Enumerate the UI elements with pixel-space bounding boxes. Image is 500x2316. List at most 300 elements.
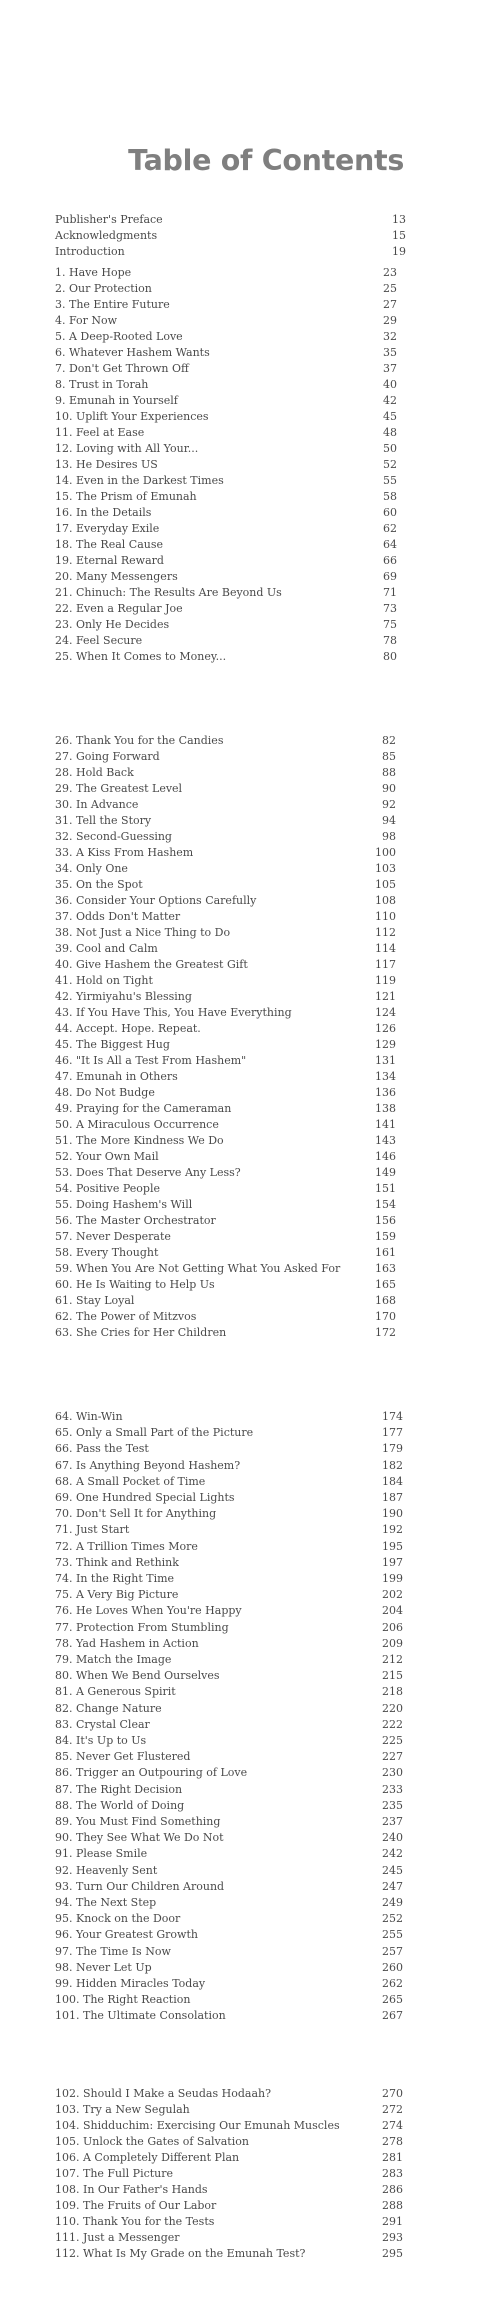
toc-entry-page: 182 bbox=[382, 1458, 403, 1472]
toc-entry-page: 281 bbox=[382, 2151, 403, 2164]
toc-entry bbox=[0, 1506, 500, 1522]
toc-entry-page: 15 bbox=[392, 229, 406, 242]
toc-entry-page: 195 bbox=[382, 1539, 403, 1553]
toc-entry-page: 227 bbox=[382, 1750, 403, 1764]
toc-entry-page: 90 bbox=[382, 782, 396, 795]
toc-entry-page: 249 bbox=[382, 1896, 403, 1909]
toc-entry-page: 58 bbox=[383, 490, 397, 503]
toc-entry bbox=[0, 1021, 500, 1037]
toc-entry-page: 252 bbox=[382, 1912, 403, 1926]
toc-entry-page: 295 bbox=[382, 2247, 403, 2260]
toc-entry-title: 56. The Master Orchestrator bbox=[55, 1214, 216, 1227]
toc-entry-page: 19 bbox=[392, 245, 406, 258]
toc-entry bbox=[0, 1293, 500, 1309]
toc-entry-page: 170 bbox=[375, 1310, 396, 1323]
toc-entry-title: 46. "It Is All a Test From Hashem" bbox=[55, 1054, 247, 1067]
toc-entry bbox=[0, 1539, 500, 1555]
toc-entry bbox=[0, 2214, 500, 2230]
toc-entry-page: 62 bbox=[383, 522, 397, 535]
toc-entry-title: 19. Eternal Reward bbox=[55, 554, 164, 567]
toc-entry bbox=[0, 1325, 500, 1341]
toc-entry-page: 240 bbox=[382, 1831, 403, 1845]
toc-entry bbox=[0, 861, 500, 877]
toc-entry-title: 107. The Full Picture bbox=[55, 2167, 174, 2180]
toc-entry-page: 88 bbox=[382, 766, 396, 779]
toc-entry bbox=[0, 845, 500, 861]
toc-entry-title: 51. The More Kindness We Do bbox=[55, 1134, 224, 1147]
toc-entry bbox=[0, 1213, 500, 1229]
toc-entry-title: 86. Trigger an Outpouring of Love bbox=[55, 1766, 248, 1780]
toc-entry-page: 129 bbox=[375, 1038, 396, 1051]
toc-entry-title: 82. Change Nature bbox=[55, 1701, 162, 1715]
toc-entry-page: 94 bbox=[382, 814, 396, 827]
toc-entry-page: 245 bbox=[382, 1863, 403, 1877]
toc-entry bbox=[0, 1830, 500, 1846]
toc-entry-title: 24. Feel Secure bbox=[55, 634, 143, 647]
toc-entry bbox=[0, 733, 500, 749]
toc-entry-page: 124 bbox=[375, 1006, 396, 1019]
toc-entry-title: 6. Whatever Hashem Wants bbox=[55, 346, 210, 359]
toc-entry bbox=[0, 212, 500, 228]
toc-entry-title: 95. Knock on the Door bbox=[55, 1912, 181, 1926]
toc-entry bbox=[0, 569, 500, 585]
toc-entry bbox=[0, 649, 500, 665]
toc-entry-page: 151 bbox=[375, 1182, 396, 1195]
toc-entry bbox=[0, 829, 500, 845]
toc-entry-page: 206 bbox=[382, 1620, 403, 1634]
toc-entry-page: 35 bbox=[383, 346, 397, 359]
toc-entry-title: 96. Your Greatest Growth bbox=[55, 1928, 198, 1942]
toc-entry bbox=[0, 1749, 500, 1765]
toc-entry-page: 55 bbox=[383, 474, 397, 487]
toc-entry bbox=[0, 228, 500, 244]
toc-entry-title: 74. In the Right Time bbox=[55, 1572, 175, 1585]
toc-entry-page: 143 bbox=[375, 1134, 396, 1147]
toc-entry-title: 25. When It Comes to Money... bbox=[55, 650, 227, 663]
toc-entry-title: 76. He Loves When You're Happy bbox=[55, 1604, 242, 1618]
toc-entry-title: 91. Please Smile bbox=[55, 1847, 148, 1861]
toc-entry-title: 21. Chinuch: The Results Are Beyond Us bbox=[55, 586, 282, 599]
toc-entry-page: 242 bbox=[382, 1847, 403, 1861]
toc-entry-title: 38. Not Just a Nice Thing to Do bbox=[55, 926, 231, 939]
toc-entry-title: 8. Trust in Torah bbox=[55, 378, 149, 391]
toc-entry-page: 112 bbox=[375, 926, 396, 939]
toc-entry-page: 105 bbox=[375, 878, 396, 891]
toc-entry bbox=[0, 265, 500, 281]
toc-entry-page: 288 bbox=[382, 2199, 403, 2212]
toc-entry-title: 71. Just Start bbox=[55, 1523, 130, 1537]
toc-entry bbox=[0, 244, 500, 260]
toc-entry-page: 92 bbox=[382, 798, 396, 811]
toc-entry-page: 293 bbox=[382, 2231, 403, 2244]
toc-entry bbox=[0, 633, 500, 649]
toc-entry-page: 255 bbox=[382, 1928, 403, 1942]
toc-entry bbox=[0, 329, 500, 345]
toc-entry-title: 3. The Entire Future bbox=[55, 298, 170, 311]
toc-entry-title: 53. Does That Deserve Any Less? bbox=[55, 1166, 241, 1179]
toc-entry bbox=[0, 537, 500, 553]
toc-entry bbox=[0, 601, 500, 617]
toc-entry-page: 177 bbox=[382, 1426, 403, 1440]
toc-entry bbox=[0, 473, 500, 489]
toc-entry-title: 13. He Desires US bbox=[55, 458, 158, 471]
toc-entry-title: 94. The Next Step bbox=[55, 1896, 157, 1909]
toc-entry-title: 54. Positive People bbox=[55, 1182, 160, 1195]
toc-entry bbox=[0, 313, 500, 329]
toc-entry-page: 138 bbox=[375, 1102, 396, 1115]
toc-entry-page: 103 bbox=[375, 862, 396, 875]
toc-entry-page: 190 bbox=[382, 1507, 403, 1521]
toc-entry bbox=[0, 1733, 500, 1749]
toc-entry-page: 29 bbox=[383, 314, 397, 327]
toc-entry-title: 14. Even in the Darkest Times bbox=[55, 474, 224, 487]
toc-entry-page: 286 bbox=[382, 2183, 403, 2196]
toc-entry bbox=[0, 1474, 500, 1490]
toc-entry bbox=[0, 425, 500, 441]
toc-entry bbox=[0, 1717, 500, 1733]
toc-entry-title: 37. Odds Don't Matter bbox=[55, 910, 181, 923]
toc-entry-page: 220 bbox=[382, 1701, 403, 1715]
toc-entry-page: 172 bbox=[375, 1326, 396, 1339]
toc-entry bbox=[0, 1701, 500, 1717]
toc-entry-page: 204 bbox=[382, 1604, 403, 1618]
toc-entry bbox=[0, 441, 500, 457]
toc-entry bbox=[0, 585, 500, 601]
toc-entry-page: 60 bbox=[383, 506, 397, 519]
toc-entry bbox=[0, 1229, 500, 1245]
toc-entry-title: 1. Have Hope bbox=[55, 266, 132, 279]
toc-entry bbox=[0, 1992, 500, 2008]
toc-entry-title: 39. Cool and Calm bbox=[55, 942, 158, 955]
toc-entry bbox=[0, 973, 500, 989]
toc-entry-page: 73 bbox=[383, 602, 397, 615]
toc-entry bbox=[0, 1245, 500, 1261]
toc-entry-title: 88. The World of Doing bbox=[55, 1798, 185, 1812]
toc-entry-title: 87. The Right Decision bbox=[55, 1782, 183, 1796]
toc-entry bbox=[0, 2008, 500, 2024]
toc-entry-title: 47. Emunah in Others bbox=[55, 1070, 178, 1083]
toc-entry-title: 4. For Now bbox=[55, 314, 118, 327]
toc-entry bbox=[0, 1668, 500, 1684]
toc-entry-page: 270 bbox=[382, 2087, 403, 2100]
toc-entry-page: 13 bbox=[392, 213, 406, 226]
toc-entry-title: 40. Give Hashem the Greatest Gift bbox=[55, 958, 248, 971]
toc-entry-title: 112. What Is My Grade on the Emunah Test? bbox=[55, 2247, 306, 2260]
toc-entry-page: 168 bbox=[375, 1294, 396, 1307]
toc-entry-page: 50 bbox=[383, 442, 397, 455]
toc-entry-title: 101. The Ultimate Consolation bbox=[55, 2009, 226, 2023]
toc-entry-title: 62. The Power of Mitzvos bbox=[55, 1310, 197, 1323]
toc-entry-page: 184 bbox=[382, 1474, 403, 1488]
toc-entry bbox=[0, 909, 500, 925]
toc-entry bbox=[0, 1409, 500, 1425]
toc-entry-title: 111. Just a Messenger bbox=[55, 2231, 180, 2244]
toc-entry bbox=[0, 1976, 500, 1992]
toc-entry-title: 59. When You Are Not Getting What You Asked For bbox=[55, 1262, 341, 1275]
toc-entry-title: 50. A Miraculous Occurrence bbox=[55, 1118, 219, 1131]
toc-entry-page: 260 bbox=[382, 1960, 403, 1974]
toc-entry bbox=[0, 521, 500, 537]
toc-entry-page: 98 bbox=[382, 830, 396, 843]
toc-entry-page: 267 bbox=[382, 2009, 403, 2023]
toc-entry-title: 79. Match the Image bbox=[55, 1653, 172, 1666]
toc-entry-page: 237 bbox=[382, 1815, 403, 1828]
toc-entry-page: 71 bbox=[383, 586, 397, 599]
toc-entry bbox=[0, 925, 500, 941]
toc-entry-page: 82 bbox=[382, 734, 396, 747]
toc-entry-title: 18. The Real Cause bbox=[55, 538, 163, 551]
toc-entry bbox=[0, 393, 500, 409]
toc-entry-title: 78. Yad Hashem in Action bbox=[55, 1636, 199, 1650]
toc-entry bbox=[0, 409, 500, 425]
toc-entry-title: 97. The Time Is Now bbox=[55, 1944, 171, 1958]
toc-entry bbox=[0, 1133, 500, 1149]
toc-entry bbox=[0, 2134, 500, 2150]
toc-entry bbox=[0, 281, 500, 297]
toc-entry bbox=[0, 1927, 500, 1943]
toc-entry-page: 69 bbox=[383, 570, 397, 583]
toc-entry-title: 49. Praying for the Cameraman bbox=[55, 1102, 232, 1115]
toc-entry-page: 165 bbox=[375, 1278, 396, 1291]
toc-entry bbox=[0, 957, 500, 973]
toc-entry-page: 163 bbox=[375, 1262, 396, 1275]
toc-entry bbox=[0, 1620, 500, 1636]
toc-entry-title: 35. On the Spot bbox=[55, 878, 143, 891]
toc-entry-page: 222 bbox=[382, 1717, 403, 1731]
toc-entry-page: 154 bbox=[375, 1198, 396, 1211]
toc-entry bbox=[0, 1069, 500, 1085]
toc-entry-page: 52 bbox=[383, 458, 397, 471]
toc-entry-page: 262 bbox=[382, 1977, 403, 1990]
toc-entry-title: 103. Try a New Segulah bbox=[55, 2103, 190, 2116]
toc-entry-page: 42 bbox=[383, 394, 397, 407]
toc-entry bbox=[0, 893, 500, 909]
toc-entry-page: 161 bbox=[375, 1246, 396, 1259]
toc-entry-title: 42. Yirmiyahu's Blessing bbox=[55, 990, 192, 1003]
toc-entry-title: 63. She Cries for Her Children bbox=[55, 1326, 227, 1339]
toc-entry bbox=[0, 1149, 500, 1165]
toc-entry-title: 41. Hold on Tight bbox=[55, 974, 153, 987]
toc-entry-title: 108. In Our Father's Hands bbox=[55, 2183, 208, 2196]
toc-entry bbox=[0, 1117, 500, 1133]
toc-entry-page: 121 bbox=[375, 990, 396, 1003]
toc-entry-page: 247 bbox=[382, 1879, 403, 1893]
toc-entry-title: 10. Uplift Your Experiences bbox=[55, 410, 209, 423]
toc-entry bbox=[0, 1911, 500, 1927]
toc-entry-page: 192 bbox=[382, 1523, 403, 1537]
toc-entry-title: 15. The Prism of Emunah bbox=[55, 490, 197, 503]
toc-entry bbox=[0, 797, 500, 813]
toc-entry-title: 61. Stay Loyal bbox=[55, 1294, 135, 1307]
toc-entry bbox=[0, 457, 500, 473]
toc-entry-title: Acknowledgments bbox=[55, 229, 158, 242]
toc-entry bbox=[0, 1425, 500, 1441]
toc-entry-page: 149 bbox=[375, 1166, 396, 1179]
toc-entry-page: 278 bbox=[382, 2135, 403, 2148]
toc-entry-page: 283 bbox=[382, 2167, 403, 2180]
toc-entry bbox=[0, 297, 500, 313]
toc-entry-page: 272 bbox=[382, 2103, 403, 2116]
toc-entry-title: 32. Second-Guessing bbox=[55, 830, 172, 843]
toc-entry bbox=[0, 1765, 500, 1781]
toc-entry-page: 230 bbox=[382, 1766, 403, 1780]
toc-entry-page: 25 bbox=[383, 282, 397, 295]
toc-entry-title: 7. Don't Get Thrown Off bbox=[55, 362, 189, 375]
toc-entry-page: 136 bbox=[375, 1086, 396, 1099]
toc-entry-title: 80. When We Bend Ourselves bbox=[55, 1669, 220, 1683]
toc-entry-title: 55. Doing Hashem's Will bbox=[55, 1198, 193, 1211]
toc-entry-title: 45. The Biggest Hug bbox=[55, 1038, 170, 1051]
toc-entry-page: 202 bbox=[382, 1588, 403, 1602]
toc-entry-page: 32 bbox=[383, 330, 397, 343]
toc-entry-title: 66. Pass the Test bbox=[55, 1442, 149, 1456]
toc-entry bbox=[0, 361, 500, 377]
toc-entry-title: 26. Thank You for the Candies bbox=[55, 734, 224, 747]
toc-entry-title: 84. It's Up to Us bbox=[55, 1734, 147, 1747]
toc-entry-page: 110 bbox=[375, 910, 396, 923]
toc-entry-title: 57. Never Desperate bbox=[55, 1230, 171, 1243]
toc-entry bbox=[0, 489, 500, 505]
toc-entry bbox=[0, 377, 500, 393]
toc-entry bbox=[0, 2198, 500, 2214]
toc-entry-title: 81. A Generous Spirit bbox=[55, 1685, 176, 1699]
toc-entry bbox=[0, 2118, 500, 2134]
toc-entry bbox=[0, 2086, 500, 2102]
toc-entry-page: 159 bbox=[375, 1230, 396, 1243]
toc-entry-page: 233 bbox=[382, 1782, 403, 1796]
toc-entry-page: 64 bbox=[383, 538, 397, 551]
toc-entry-title: 30. In Advance bbox=[55, 798, 139, 811]
toc-entry-title: 9. Emunah in Yourself bbox=[55, 394, 178, 407]
toc-entry bbox=[0, 1037, 500, 1053]
toc-entry bbox=[0, 1490, 500, 1506]
toc-entry bbox=[0, 1309, 500, 1325]
toc-entry-page: 75 bbox=[383, 618, 397, 631]
toc-entry bbox=[0, 1652, 500, 1668]
toc-entry bbox=[0, 1587, 500, 1603]
toc-entry-page: 141 bbox=[375, 1118, 396, 1131]
toc-entry-title: 16. In the Details bbox=[55, 506, 152, 519]
toc-entry bbox=[0, 941, 500, 957]
toc-entry-title: 23. Only He Decides bbox=[55, 618, 170, 631]
toc-entry-title: 68. A Small Pocket of Time bbox=[55, 1474, 206, 1488]
toc-entry-page: 78 bbox=[383, 634, 397, 647]
toc-entry-page: 199 bbox=[382, 1572, 403, 1585]
toc-entry bbox=[0, 2150, 500, 2166]
toc-entry-title: 105. Unlock the Gates of Salvation bbox=[55, 2135, 249, 2148]
toc-entry bbox=[0, 1165, 500, 1181]
toc-entry bbox=[0, 781, 500, 797]
toc-entry bbox=[0, 1879, 500, 1895]
toc-entry bbox=[0, 2102, 500, 2118]
toc-entry bbox=[0, 1261, 500, 1277]
toc-entry bbox=[0, 1814, 500, 1830]
toc-entry bbox=[0, 553, 500, 569]
toc-entry bbox=[0, 1684, 500, 1700]
toc-entry-title: 98. Never Let Up bbox=[55, 1960, 152, 1974]
toc-entry-page: 146 bbox=[375, 1150, 396, 1163]
toc-entry-title: Introduction bbox=[55, 245, 125, 258]
toc-entry bbox=[0, 1960, 500, 1976]
toc-entry-title: 31. Tell the Story bbox=[55, 814, 152, 827]
toc-entry bbox=[0, 989, 500, 1005]
toc-entry-title: 44. Accept. Hope. Repeat. bbox=[55, 1022, 201, 1035]
toc-entry-page: 126 bbox=[375, 1022, 396, 1035]
toc-entry-page: 117 bbox=[375, 958, 396, 971]
toc-entry bbox=[0, 1005, 500, 1021]
toc-entry-title: 110. Thank You for the Tests bbox=[55, 2215, 215, 2228]
toc-entry-page: 215 bbox=[382, 1669, 403, 1683]
toc-entry-title: 102. Should I Make a Seudas Hodaah? bbox=[55, 2087, 271, 2100]
toc-entry-page: 197 bbox=[382, 1555, 403, 1569]
toc-entry-title: 109. The Fruits of Our Labor bbox=[55, 2199, 217, 2212]
toc-entry-page: 23 bbox=[383, 266, 397, 279]
toc-entry bbox=[0, 749, 500, 765]
toc-entry-title: 92. Heavenly Sent bbox=[55, 1863, 158, 1877]
toc-entry-page: 174 bbox=[382, 1410, 403, 1423]
toc-entry-title: 83. Crystal Clear bbox=[55, 1717, 150, 1731]
toc-entry-title: 69. One Hundred Special Lights bbox=[55, 1491, 235, 1504]
toc-entry-title: 52. Your Own Mail bbox=[55, 1150, 159, 1163]
toc-entry bbox=[0, 1895, 500, 1911]
toc-entry-title: 33. A Kiss From Hashem bbox=[55, 846, 194, 859]
toc-entry-title: 64. Win-Win bbox=[55, 1410, 123, 1423]
toc-entry-page: 119 bbox=[375, 974, 396, 987]
toc-entry-title: 36. Consider Your Options Carefully bbox=[55, 894, 257, 907]
toc-entry-title: 12. Loving with All Your... bbox=[55, 442, 199, 455]
toc-entry-title: 73. Think and Rethink bbox=[55, 1555, 179, 1569]
toc-entry-title: 11. Feel at Ease bbox=[55, 426, 145, 439]
toc-entry-title: 22. Even a Regular Joe bbox=[55, 602, 183, 615]
toc-entry-page: 100 bbox=[375, 846, 396, 859]
toc-entry-title: 106. A Completely Different Plan bbox=[55, 2151, 240, 2164]
toc-entry-title: 20. Many Messengers bbox=[55, 570, 178, 583]
toc-entry-title: 85. Never Get Flustered bbox=[55, 1750, 191, 1764]
toc-entry bbox=[0, 1181, 500, 1197]
toc-entry-title: 27. Going Forward bbox=[55, 750, 160, 763]
toc-entry bbox=[0, 2246, 500, 2262]
toc-entry-page: 85 bbox=[382, 750, 396, 763]
toc-entry-title: 17. Everyday Exile bbox=[55, 522, 160, 535]
toc-entry-title: 100. The Right Reaction bbox=[55, 1993, 191, 2007]
toc-entry bbox=[0, 505, 500, 521]
toc-entry bbox=[0, 1522, 500, 1538]
toc-entry-page: 114 bbox=[375, 942, 396, 955]
toc-entry-title: 77. Protection From Stumbling bbox=[55, 1620, 229, 1634]
toc-entry bbox=[0, 2182, 500, 2198]
toc-entry-page: 235 bbox=[382, 1798, 403, 1812]
toc-entry-title: 67. Is Anything Beyond Hashem? bbox=[55, 1458, 241, 1472]
toc-entry bbox=[0, 1555, 500, 1571]
toc-entry bbox=[0, 1603, 500, 1619]
toc-entry-page: 27 bbox=[383, 298, 397, 311]
toc-entry bbox=[0, 1085, 500, 1101]
toc-entry-page: 257 bbox=[382, 1944, 403, 1958]
toc-entry-page: 179 bbox=[382, 1442, 403, 1456]
toc-entry bbox=[0, 1277, 500, 1293]
toc-entry bbox=[0, 1798, 500, 1814]
page-title: Table of Contents bbox=[128, 144, 404, 177]
toc-entry-title: 58. Every Thought bbox=[55, 1246, 159, 1259]
toc-entry-title: 70. Don't Sell It for Anything bbox=[55, 1507, 217, 1521]
toc-entry-title: Publisher's Preface bbox=[55, 213, 163, 226]
toc-entry-page: 156 bbox=[375, 1214, 396, 1227]
toc-entry bbox=[0, 1458, 500, 1474]
toc-entry-title: 2. Our Protection bbox=[55, 282, 152, 295]
toc-entry-page: 45 bbox=[383, 410, 397, 423]
toc-entry bbox=[0, 1441, 500, 1457]
toc-entry-page: 48 bbox=[383, 426, 397, 439]
